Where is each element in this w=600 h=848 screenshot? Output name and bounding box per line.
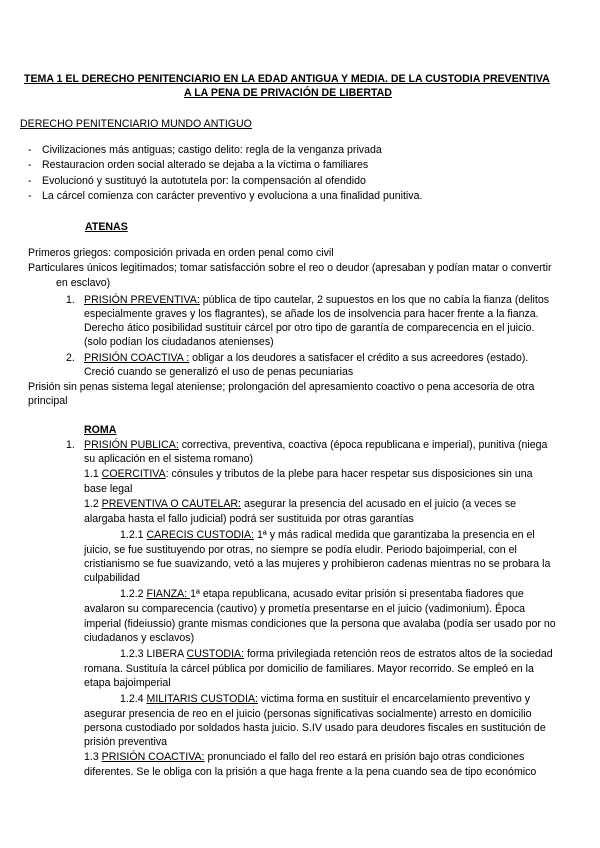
sub-number: 1.2 — [84, 498, 102, 510]
paragraph: principal — [28, 395, 68, 407]
term-prision-preventiva: PRISIÓN PREVENTIVA: — [84, 294, 200, 306]
list-number: 1. — [66, 439, 75, 451]
bullet-item: Restauracion orden social alterado se dejaba a la víctima o familiares — [42, 159, 369, 171]
sub-number: 1.3 — [84, 751, 102, 763]
list-text: avalaron su comparecencia (cautivo) y prometía presentarse en el juicio (vadimonium). Época — [84, 603, 526, 615]
term-carecis-custodia: CARECIS CUSTODIA: — [146, 529, 255, 541]
section-heading-mundo-antiguo: DERECHO PENITENCIARIO MUNDO ANTIGUO — [20, 118, 252, 130]
list-text: alargaba hasta el fallo judicial) podrá ser sustituida por otras garantías — [84, 513, 414, 525]
list-text: 1ª etapa republicana, acusado evitar prisión si presentaba fiadores que — [190, 588, 524, 600]
list-text: base legal — [84, 483, 133, 495]
term-militaris-custodia: MILITARIS CUSTODIA: — [146, 693, 258, 705]
list-text: etapa bajoimperial — [84, 677, 171, 689]
bullet-item: Evolucionó y sustituyó la autotutela por: la compensación al ofendido — [42, 175, 366, 187]
list-text: Creció cuando se generalizó el uso de penas pecuniarias — [84, 366, 354, 378]
list-text: forma privilegiada retención reos de estratos altos de la sociedad — [244, 648, 553, 660]
list-text: persona custodiado por soldados hasta juicio. S.IV usado para deudores fiscales en sustitución de — [84, 722, 546, 734]
list-text: cristianismo se fue suavizando, vetó a las mujeres y prohibieron cadenas mientras no se probara la — [84, 558, 551, 570]
bullet-dash: - — [28, 159, 32, 171]
paragraph: Prisión sin penas sistema legal ateniense; prolongación del apresamiento coactivo o pena accesoria de otra — [28, 381, 535, 393]
list-text: prisión preventiva — [84, 736, 168, 748]
term-prision-coactiva-roma: PRISIÓN COACTIVA: — [101, 751, 205, 763]
term-custodia: CUSTODIA: — [186, 648, 245, 660]
list-text: (solo podían los ciudadanos atenienses) — [84, 336, 274, 348]
bullet-dash: - — [28, 144, 32, 156]
list-number: 2. — [66, 352, 75, 364]
list-text: pronunciado el fallo del reo estará en prisión bajo otras condiciones — [204, 751, 525, 763]
list-text: 1ª y más radical medida que garantizaba la presencia en el — [254, 529, 535, 541]
term-prision-publica: PRISIÓN PUBLICA: — [84, 439, 179, 451]
term-fianza: FIANZA: — [146, 588, 191, 600]
list-text: : cónsules y tributos de la plebe para hacer respetar sus disposiciones sin una — [165, 468, 533, 480]
sub-number: 1.1 — [84, 468, 102, 480]
paragraph: Particulares únicos legitimados; tomar satisfacción sobre el reo o deudor (apresaban y podían matar o convertir — [28, 262, 552, 274]
list-text: victima forma en sustituir el encarcelamiento preventivo y — [257, 693, 530, 705]
heading-atenas: ATENAS — [85, 221, 128, 233]
bullet-item: La cárcel comienza con carácter preventivo y evoluciona a una finalidad punitiva. — [42, 190, 423, 202]
list-text: asegurar la presencia del acusado en el juicio (a veces se — [241, 498, 517, 510]
heading-roma: ROMA — [84, 424, 117, 436]
sub-number: 1.2.4 — [120, 693, 147, 705]
list-text: imperial (fideiussio) grante mismas condiciones que la persona que avalaba (podía ser usado por no — [84, 618, 556, 630]
list-text: juicio, se fue sustituyendo por otras, no siempre se podía eludir. Periodo bajoimperial, con el — [84, 544, 517, 556]
list-text: asegurar presencia de reo en el juicio (personas significativas socialmente) arresto en domicilio — [84, 708, 532, 720]
bullet-dash: - — [28, 175, 32, 187]
list-text: obligar a los deudores a satisfacer el crédito a sus acreedores (estado). — [189, 352, 529, 364]
sub-number: 1.2.3 LIBERA — [120, 648, 187, 660]
term-preventiva-cautelar: PREVENTIVA O CAUTELAR: — [101, 498, 241, 510]
list-text: correctiva, preventiva, coactiva (época republicana e imperial), punitiva (niega — [178, 439, 548, 451]
term-coercitiva: COERCITIVA — [101, 468, 166, 480]
list-text: su aplicación en el sistema romano) — [84, 453, 253, 465]
bullet-item: Civilizaciones más antiguas; castigo delito: regla de la venganza privada — [42, 144, 382, 156]
list-text: pública de tipo cautelar, 2 supuestos en los que no cabía la fianza (delitos — [199, 294, 550, 306]
sub-number: 1.2.1 — [120, 529, 147, 541]
document-title-line-1: TEMA 1 EL DERECHO PENITENCIARIO EN LA EDAD ANTIGUA Y MEDIA. DE LA CUSTODIA PREVENTIVA — [24, 73, 550, 85]
paragraph: Primeros griegos: composición privada en orden penal como civil — [28, 247, 334, 259]
list-text: romana. Sustituía la cárcel pública por domicilio de familiares. Mayor recorrido. Se empleó en la — [84, 663, 534, 675]
paragraph: en esclavo) — [56, 277, 111, 289]
list-text: Derecho ático posibilidad sustituir cárcel por otro tipo de garantía de comparecencia en el juicio. — [84, 322, 535, 334]
list-text: especialmente graves y los flagrantes), se añade los de insolvencia para hacer frente a la fianza. — [84, 308, 539, 320]
list-text: diferentes. Se le obliga con la prisión a que haga frente a la pena cuando sea de tipo económico — [84, 766, 537, 778]
list-text: ciudadanos y esclavos) — [84, 632, 195, 644]
list-text: culpabilidad — [84, 572, 140, 584]
term-prision-coactiva: PRISIÓN COACTIVA : — [84, 352, 190, 364]
list-number: 1. — [66, 294, 75, 306]
bullet-dash: - — [28, 190, 32, 202]
document-title-line-2: A LA PENA DE PRIVACIÓN DE LIBERTAD — [184, 87, 392, 99]
sub-number: 1.2.2 — [120, 588, 147, 600]
